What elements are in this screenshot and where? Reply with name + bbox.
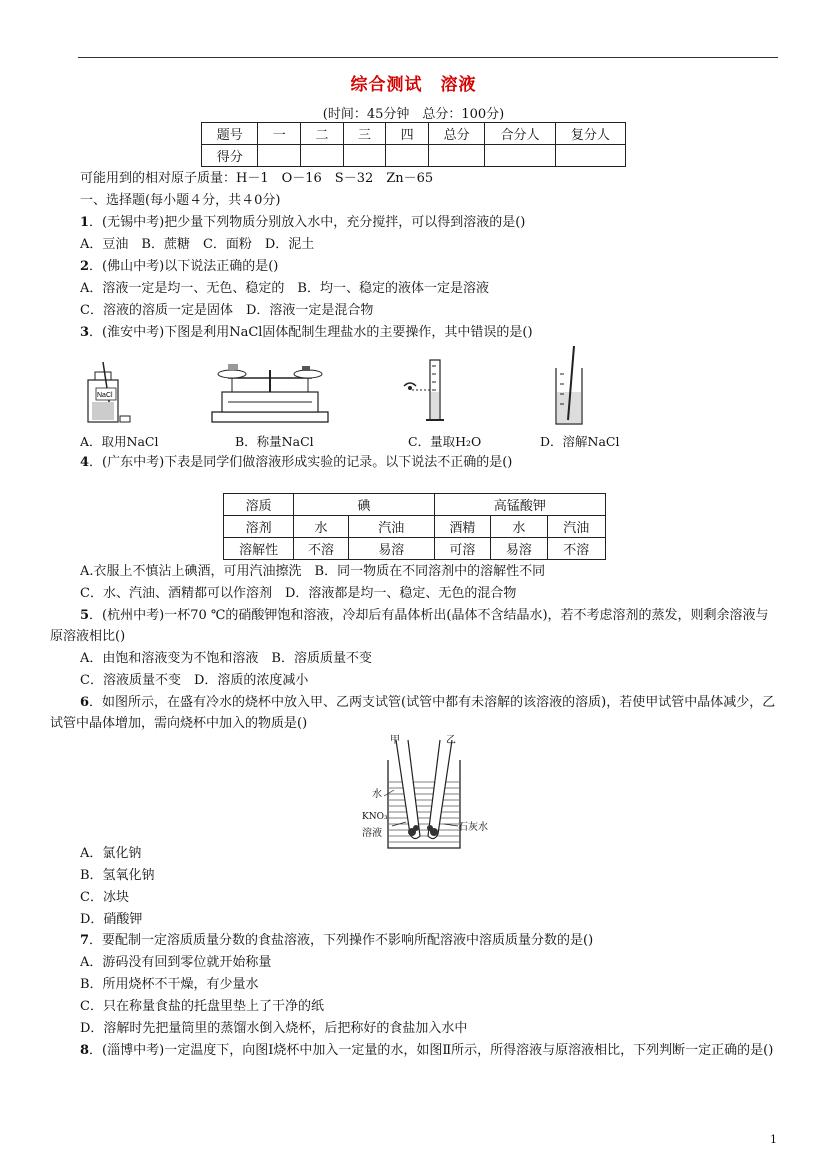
question-number: 2 — [80, 259, 90, 274]
question-stem: ．要配制一定溶质质量分数的食盐溶液，下列操作不影响所配溶液中溶质质量分数的是() — [89, 933, 594, 948]
question-1 — [80, 214, 525, 232]
option-d: D．溶解时先把量筒里的蒸馏水倒入烧杯，后把称好的食盐加入水中 — [80, 1021, 468, 1036]
page-number: 1 — [770, 1133, 777, 1146]
score-cell[interactable] — [386, 145, 429, 167]
water-label: 水 — [372, 789, 382, 800]
table-cell: 溶质 — [224, 494, 294, 516]
question-number: 4 — [80, 455, 90, 470]
option-a: A．游码没有回到零位就开始称量 — [80, 955, 272, 970]
question-stem: ．(杭州中考)一杯70 ℃的硝酸钾饱和溶液，冷却后有晶体析出(晶体不含结晶水)，若不考虑溶剂的蒸发，则剩余溶液与原溶液相比() — [50, 608, 769, 644]
solubility-table — [223, 493, 606, 560]
table-cell: 溶解性 — [224, 538, 294, 560]
kno3-label: KNO₃ — [362, 812, 388, 822]
option-label: D．溶解NaCl — [540, 434, 620, 449]
table-cell: 水 — [491, 516, 547, 538]
table-cell: 易溶 — [491, 538, 547, 560]
score-header-cell: 复分人 — [555, 123, 625, 145]
option-label: A．取用NaCl — [80, 434, 159, 449]
question-number: 7 — [80, 933, 90, 948]
question-stem: ．(佛山中考)以下说法正确的是() — [89, 259, 279, 274]
exam-info: (时间：45分钟 总分：100分) — [322, 107, 505, 122]
score-cell[interactable] — [485, 145, 555, 167]
question-number: 3 — [80, 325, 90, 340]
score-cell[interactable] — [343, 145, 386, 167]
option-label: C．量取H₂O — [408, 434, 482, 449]
table-cell: 汽油 — [348, 516, 434, 538]
question-3 — [80, 324, 533, 342]
score-header-cell: 总分 — [428, 123, 484, 145]
question-7 — [80, 932, 593, 950]
option-a: A．氯化钠 — [80, 846, 142, 861]
question-number: 6 — [80, 695, 90, 710]
option-b: B．氢氧化钠 — [80, 868, 155, 883]
option-d: D．硝酸钾 — [80, 912, 143, 927]
table-cell: 不溶 — [294, 538, 348, 560]
limewater-label: 石灰水 — [458, 822, 488, 833]
question-5 — [50, 605, 780, 647]
question-stem: ．如图所示，在盛有冷水的烧杯中放入甲、乙两支试管(试管中都有未溶解的该溶液的溶质)，若使甲试管中晶体减少，乙试管中晶体增加，需向烧杯中加入的物质是() — [50, 695, 776, 731]
header-rule — [78, 57, 778, 58]
question-4 — [80, 454, 512, 472]
table-cell: 易溶 — [348, 538, 434, 560]
tube-label-jia: 甲 — [390, 735, 400, 746]
option-b: B．所用烧杯不干燥，有少量水 — [80, 977, 259, 992]
question-2 — [80, 258, 278, 276]
question-5-options: C．溶液质量不变 D．溶质的浓度减小 — [80, 673, 309, 688]
question-1-options: A．豆油 B．蔗糖 C．面粉 D．泥土 — [80, 237, 315, 252]
table-cell: 酒精 — [434, 516, 490, 538]
question-stem: ．(淄博中考)一定温度下，向图Ⅰ烧杯中加入一定量的水，如图Ⅱ所示，所得溶液与原溶液相比，下列判断一定正确的是() — [89, 1043, 774, 1058]
question-stem: ．(广东中考)下表是同学们做溶液形成实验的记录。以下说法不正确的是() — [89, 455, 513, 470]
table-cell: 溶剂 — [224, 516, 294, 538]
tube-label-yi: 乙 — [446, 735, 456, 746]
section-heading: 一、选择题(每小题４分，共４0分) — [80, 193, 281, 208]
table-cell: 水 — [294, 516, 348, 538]
question-number: 8 — [80, 1043, 90, 1058]
score-header-cell: 一 — [258, 123, 301, 145]
question-stem: ．(无锡中考)把少量下列物质分别放入水中，充分搅拌，可以得到溶液的是() — [89, 215, 526, 230]
bottle-label: NaCl — [97, 392, 113, 399]
balance-figure — [208, 360, 332, 426]
score-cell[interactable] — [258, 145, 301, 167]
question-2-options: C．溶液的溶质一定是固体 D．溶液一定是混合物 — [80, 303, 374, 318]
solution-label: 溶液 — [362, 828, 382, 839]
option-c: C．只在称量食盐的托盘里垫上了干净的纸 — [80, 999, 324, 1014]
score-cell[interactable] — [555, 145, 625, 167]
question-stem: ．(淮安中考)下图是利用NaCl固体配制生理盐水的主要操作，其中错误的是() — [89, 325, 533, 340]
table-cell: 汽油 — [547, 516, 605, 538]
option-c: C．冰块 — [80, 890, 129, 905]
question-2-options: A．溶液一定是均一、无色、稳定的 B．均一、稳定的液体一定是溶液 — [80, 281, 489, 296]
option-label: B．称量NaCl — [235, 434, 314, 449]
score-cell[interactable] — [428, 145, 484, 167]
question-4-options: A.衣服上不慎沾上碘酒，可用汽油擦洗 B．同一物质在不同溶剂中的溶解性不同 — [80, 564, 546, 579]
atomic-masses: 可能用到的相对原子质量：H－1 O－16 S－32 Zn－65 — [80, 171, 434, 186]
page-title: 综合测试 溶液 — [350, 75, 477, 95]
question-8 — [50, 1040, 780, 1061]
score-header-cell: 三 — [343, 123, 386, 145]
question-4-options: C．水、汽油、酒精都可以作溶剂 D．溶液都是均一、稳定、无色的混合物 — [80, 586, 517, 601]
table-cell: 不溶 — [547, 538, 605, 560]
question-6 — [50, 692, 780, 734]
question-number: 1 — [80, 215, 90, 230]
table-cell: 碘 — [294, 494, 434, 516]
question-5-options: A．由饱和溶液变为不饱和溶液 B．溶质质量不变 — [80, 651, 372, 666]
score-table — [201, 122, 626, 167]
table-cell: 可溶 — [434, 538, 490, 560]
score-header-cell: 四 — [386, 123, 429, 145]
graduated-cylinder-figure — [400, 356, 450, 428]
question-number: 5 — [80, 608, 90, 623]
score-header-cell: 题号 — [202, 123, 258, 145]
score-row-label: 得分 — [202, 145, 258, 167]
score-cell[interactable] — [301, 145, 344, 167]
score-header-cell: 合分人 — [485, 123, 555, 145]
beaker-stirring-figure — [550, 344, 590, 430]
table-cell: 高锰酸钾 — [434, 494, 605, 516]
reagent-bottle-figure — [82, 358, 137, 426]
score-header-cell: 二 — [301, 123, 344, 145]
